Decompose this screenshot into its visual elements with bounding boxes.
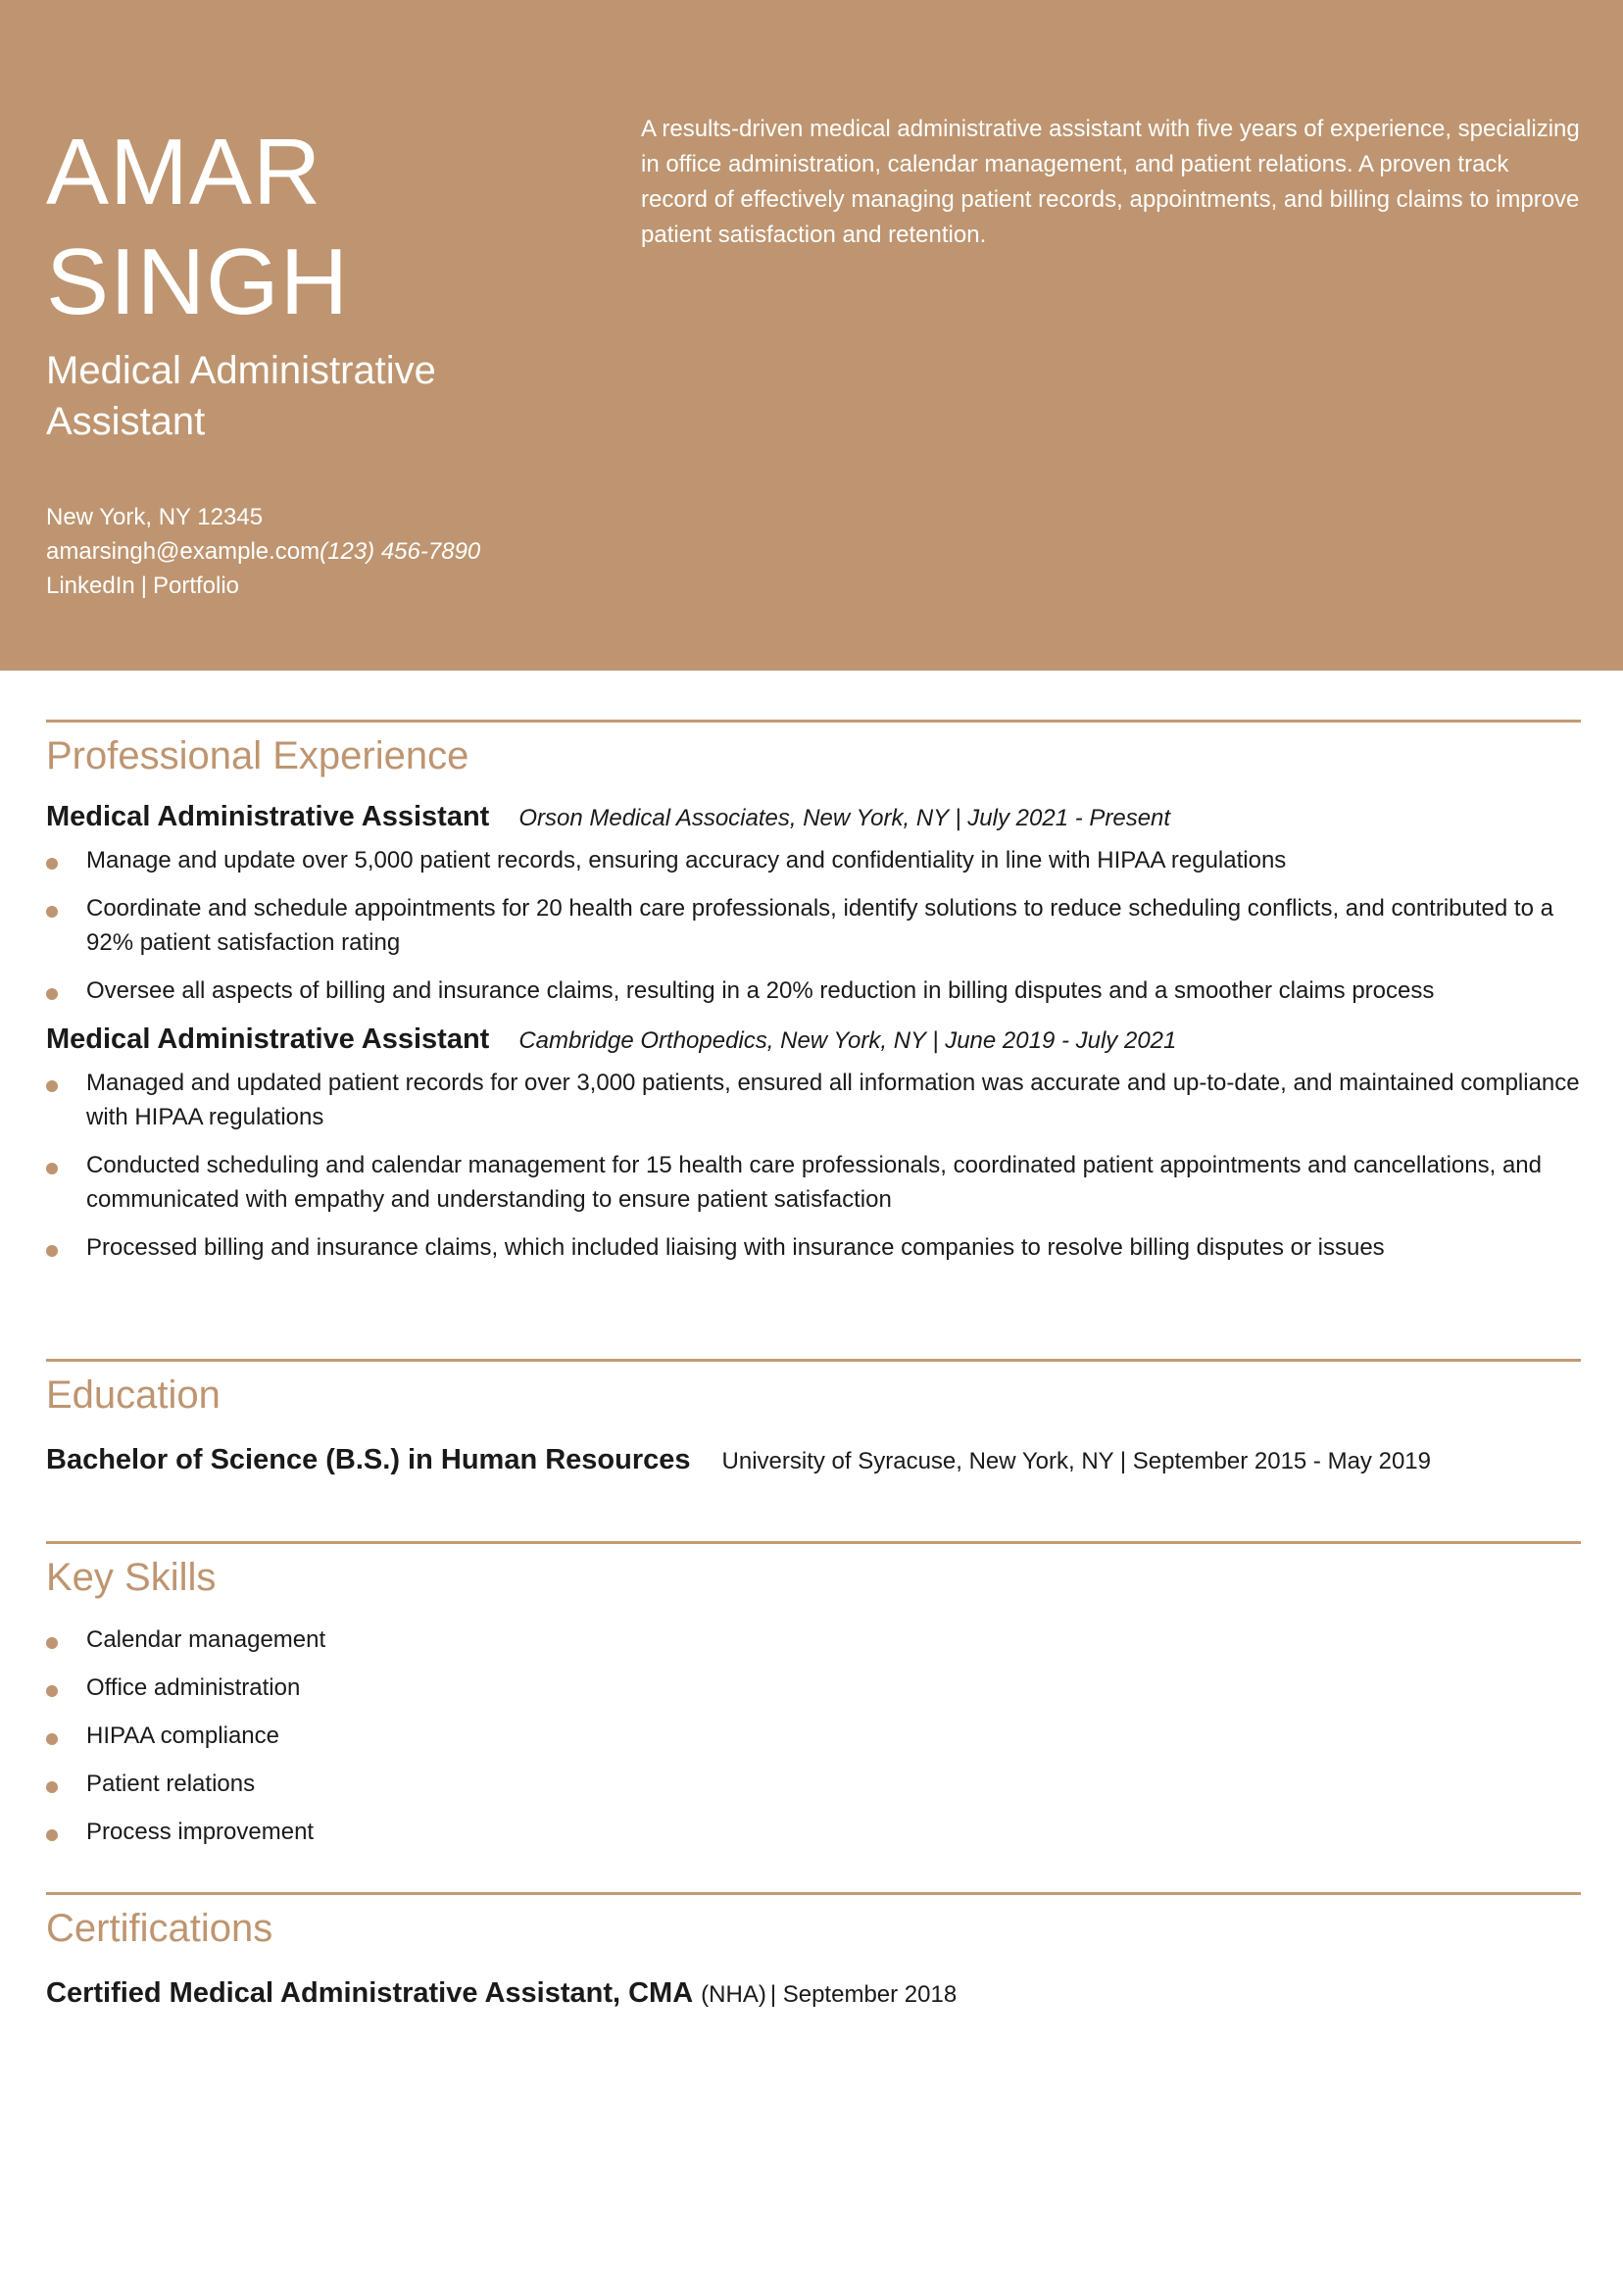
certification-entry — [46, 1977, 1581, 2010]
skill-item: Calendar management — [46, 1622, 1581, 1657]
linkedin-link[interactable]: LinkedIn — [46, 573, 135, 599]
candidate-title: Medical Administrative Assistant — [46, 349, 436, 443]
skill-item: Office administration — [46, 1671, 1581, 1705]
bullet-dot-icon — [46, 906, 58, 918]
bullet-dot-icon — [46, 1245, 58, 1257]
bullet-item: Coordinate and schedule appointments for 20 health care professionals, identify solutions to reduce scheduling conflicts, and contributed to a 92% patient satisfaction rating — [46, 891, 1581, 960]
section-heading-skills: Key Skills — [46, 1556, 217, 1599]
bullet-item: Oversee all aspects of billing and insurance claims, resulting in a 20% reduction in billing disputes and a smoother claims process — [46, 973, 1581, 1008]
certifications-section — [46, 1892, 1581, 2010]
bullet-item: Managed and updated patient records for over 3,000 patients, ensured all information was accurate and up-to-date, and maintained compliance with HIPAA regulations — [46, 1066, 1581, 1134]
bullet-dot-icon — [46, 858, 58, 870]
bullet-dot-icon — [46, 1163, 58, 1174]
professional-summary: A results-driven medical administrative assistant with five years of experience, specializing in office administration, calendar management, and patient relations. A proven track record of effectively managing patient records, appointments, and billing claims to improve patient satisfaction and retention. — [641, 116, 1580, 248]
section-heading-education: Education — [46, 1373, 221, 1417]
job-header — [46, 801, 1581, 833]
phone-number: (123) 456-7890 — [320, 538, 481, 565]
portfolio-link[interactable]: Portfolio — [152, 573, 240, 599]
bullet-item: Conducted scheduling and calendar management for 15 health care professionals, coordinated patient appointments and cancellations, and communicated with empathy and understanding to ensure patient satisfaction — [46, 1148, 1581, 1217]
candidate-name — [46, 118, 349, 337]
email-link[interactable]: amarsingh@example.com — [46, 538, 320, 565]
bullet-dot-icon — [46, 1685, 58, 1697]
bullet-dot-icon — [46, 988, 58, 1000]
bullet-dot-icon — [46, 1829, 58, 1841]
education-entry — [46, 1444, 1581, 1476]
education-section — [46, 1359, 1581, 1476]
job-meta: Cambridge Orthopedics, New York, NY | June 2019 - July 2021 — [518, 1027, 1177, 1054]
bullet-dot-icon — [46, 1733, 58, 1745]
resume-header — [0, 0, 1623, 671]
job-title: Medical Administrative Assistant — [46, 1023, 490, 1055]
section-divider — [46, 720, 1581, 723]
skill-item: HIPAA compliance — [46, 1719, 1581, 1753]
certification-name: Certified Medical Administrative Assistant, CMA — [46, 1977, 694, 2009]
skill-item: Patient relations — [46, 1767, 1581, 1801]
skill-item: Process improvement — [46, 1815, 1581, 1849]
certification-date: | September 2018 — [769, 1981, 958, 2008]
bullet-dot-icon — [46, 1080, 58, 1092]
section-divider — [46, 1892, 1581, 1895]
skills-section — [46, 1541, 1581, 1863]
job-header — [46, 1023, 1581, 1056]
first-name: AMAR — [46, 120, 322, 225]
section-divider — [46, 1359, 1581, 1362]
job-bullets — [46, 1066, 1581, 1265]
degree: Bachelor of Science (B.S.) in Human Resources — [46, 1444, 691, 1475]
education-meta: University of Syracuse, New York, NY | September 2015 - May 2019 — [721, 1448, 1431, 1474]
bullet-dot-icon — [46, 1637, 58, 1649]
contact-info — [46, 500, 595, 603]
job-title: Medical Administrative Assistant — [46, 801, 490, 832]
bullet-item: Manage and update over 5,000 patient records, ensuring accuracy and confidentiality in line with HIPAA regulations — [46, 843, 1581, 877]
job-bullets — [46, 843, 1581, 1008]
link-separator: | — [140, 573, 147, 599]
bullet-item: Processed billing and insurance claims, which included liaising with insurance companies to resolve billing disputes or issues — [46, 1230, 1581, 1265]
section-heading-certifications: Certifications — [46, 1907, 273, 1950]
section-heading-experience: Professional Experience — [46, 734, 469, 777]
job-meta: Orson Medical Associates, New York, NY | July 2021 - Present — [518, 805, 1171, 831]
bullet-dot-icon — [46, 1781, 58, 1793]
profile-links — [46, 569, 595, 603]
experience-section — [46, 720, 1581, 1278]
section-divider — [46, 1541, 1581, 1544]
email-phone-line — [46, 534, 595, 569]
last-name: SINGH — [46, 229, 350, 334]
skills-list — [46, 1622, 1581, 1849]
certification-org: (NHA) — [701, 1981, 766, 2008]
location: New York, NY 12345 — [46, 504, 264, 530]
